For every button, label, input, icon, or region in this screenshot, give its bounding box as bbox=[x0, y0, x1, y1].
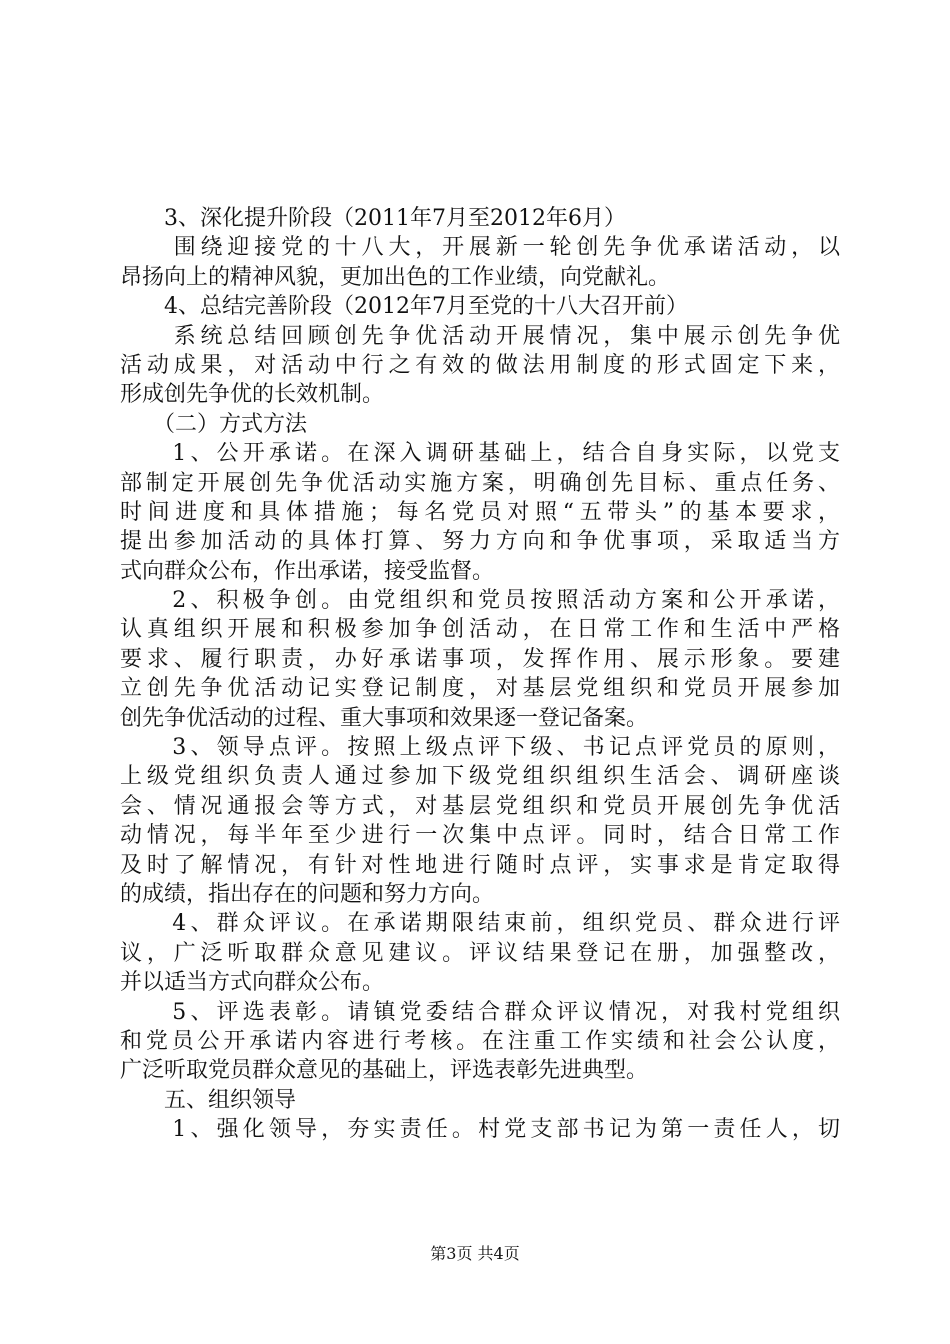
text-line: （二）方式方法 bbox=[120, 411, 308, 437]
text-line: 并以适当方式向群众公布。 bbox=[120, 970, 385, 996]
text-line: 时间进度和具体措施；每名党员对照“五带头”的基本要求， bbox=[120, 499, 840, 525]
text-line: 围绕迎接党的十八大，开展新一轮创先争优承诺活动，以 bbox=[120, 235, 840, 261]
text-line: 4、群众评议。在承诺期限结束前，组织党员、群众进行评 bbox=[120, 911, 840, 937]
text-line: 广泛听取党员群众意见的基础上，评选表彰先进典型。 bbox=[120, 1058, 649, 1084]
text-line: 2、积极争创。由党组织和党员按照活动方案和公开承诺， bbox=[120, 588, 840, 614]
text-line: 创先争优活动的过程、重大事项和效果逐一登记备案。 bbox=[120, 705, 649, 731]
text-line: 提出参加活动的具体打算、努力方向和争优事项，采取适当方 bbox=[120, 529, 840, 555]
text-line: 认真组织开展和积极参加争创活动，在日常工作和生活中严格 bbox=[120, 617, 840, 643]
text-line: 会、情况通报会等方式，对基层党组织和党员开展创先争优活 bbox=[120, 793, 840, 819]
text-line: 的成绩，指出存在的问题和努力方向。 bbox=[120, 881, 495, 907]
text-line: 1、公开承诺。在深入调研基础上，结合自身实际，以党支 bbox=[120, 441, 840, 467]
text-line: 形成创先争优的长效机制。 bbox=[120, 382, 385, 408]
text-line: 昂扬向上的精神风貌，更加出色的工作业绩，向党献礼。 bbox=[120, 264, 671, 290]
text-line: 上级党组织负责人通过参加下级党组织组织生活会、调研座谈 bbox=[120, 764, 840, 790]
text-line: 五、组织领导 bbox=[120, 1087, 297, 1113]
text-line: 部制定开展创先争优活动实施方案，明确创先目标、重点任务、 bbox=[120, 470, 840, 496]
text-line: 3、深化提升阶段（2011年7月至2012年6月） bbox=[120, 206, 626, 231]
text-line: 活动成果，对活动中行之有效的做法用制度的形式固定下来， bbox=[120, 352, 840, 378]
text-line: 和党员公开承诺内容进行考核。在注重工作实绩和社会公认度， bbox=[120, 1028, 840, 1054]
text-line: 4、总结完善阶段（2012年7月至党的十八大召开前） bbox=[120, 294, 688, 320]
text-line: 立创先争优活动记实登记制度，对基层党组织和党员开展参加 bbox=[120, 676, 840, 702]
text-line: 及时了解情况，有针对性地进行随时点评，实事求是肯定取得 bbox=[120, 852, 840, 878]
text-line: 议，广泛听取群众意见建议。评议结果登记在册，加强整改， bbox=[120, 940, 840, 966]
text-line: 动情况，每半年至少进行一次集中点评。同时，结合日常工作 bbox=[120, 823, 840, 849]
document-body bbox=[120, 204, 840, 1145]
text-line: 1、强化领导，夯实责任。村党支部书记为第一责任人，切 bbox=[120, 1117, 840, 1143]
text-line: 要求、履行职责，办好承诺事项，发挥作用、展示形象。要建 bbox=[120, 646, 840, 672]
text-line: 3、领导点评。按照上级点评下级、书记点评党员的原则， bbox=[120, 735, 840, 761]
page-footer: 第3页 共4页 bbox=[430, 1244, 520, 1263]
text-line: 式向群众公布，作出承诺，接受监督。 bbox=[120, 558, 495, 584]
text-line: 5、评选表彰。请镇党委结合群众评议情况，对我村党组织 bbox=[120, 999, 840, 1025]
text-line: 系统总结回顾创先争优活动开展情况，集中展示创先争优 bbox=[120, 323, 840, 349]
